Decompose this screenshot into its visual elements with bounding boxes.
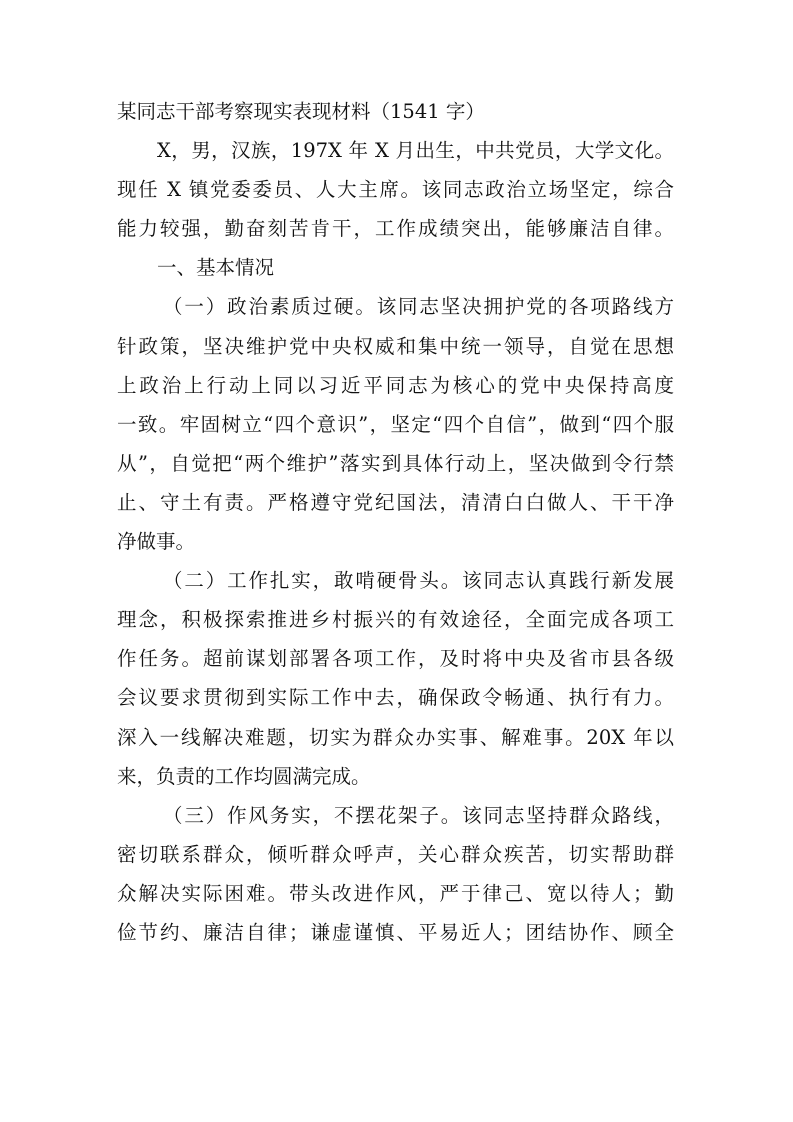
document-title: 某同志干部考察现实表现材料（1541 字） <box>117 100 485 123</box>
section-heading: 一、基本情况 <box>157 256 275 280</box>
paragraph-line: （三）作风务实，不摆花架子。该同志坚持群众路线， <box>163 803 674 827</box>
intro-line-3: 能力较强，勤奋刻苦肯干，工作成绩突出，能够廉洁自律。 <box>117 217 674 241</box>
paragraph-line: 来，负责的工作均圆满完成。 <box>117 764 371 788</box>
paragraph-line: 净做事。 <box>117 530 196 554</box>
paragraph-line: （二）工作扎实，敢啃硬骨头。该同志认真践行新发展 <box>163 569 674 593</box>
paragraph-line: 密切联系群众，倾听群众呼声，关心群众疾苦，切实帮助群 <box>117 842 674 866</box>
intro-line-1: X，男，汉族，197X 年 X 月出生，中共党员，大学文化。 <box>157 139 674 163</box>
paragraph-line: 深入一线解决难题，切实为群众办实事、解难事。20X 年以 <box>117 725 674 749</box>
paragraph-line: 理念，积极探索推进乡村振兴的有效途径，全面完成各项工 <box>117 608 674 632</box>
paragraph-line: （一）政治素质过硬。该同志坚决拥护党的各项路线方 <box>163 295 674 319</box>
paragraph-line: 会议要求贯彻到实际工作中去，确保政令畅通、执行有力。 <box>117 686 674 710</box>
document-body <box>117 92 674 952</box>
paragraph-line: 从”，自觉把“两个维护”落实到具体行动上，坚决做到令行禁 <box>117 451 674 475</box>
paragraph-line: 众解决实际困难。带头改进作风，严于律己、宽以待人；勤 <box>117 881 674 905</box>
paragraph-line: 作任务。超前谋划部署各项工作，及时将中央及省市县各级 <box>117 647 674 671</box>
intro-line-2: 现任 X 镇党委委员、人大主席。该同志政治立场坚定，综合 <box>117 178 674 202</box>
paragraph-line: 上政治上行动上同以习近平同志为核心的党中央保持高度 <box>117 373 674 397</box>
paragraph-line: 一致。牢固树立“四个意识”，坚定“四个自信”，做到“四个服 <box>117 412 674 436</box>
paragraph-line: 止、守土有责。严格遵守党纪国法，清清白白做人、干干净 <box>117 490 674 514</box>
paragraph-line: 俭节约、廉洁自律；谦虚谨慎、平易近人；团结协作、顾全 <box>117 920 674 944</box>
paragraph-line: 针政策，坚决维护党中央权威和集中统一领导，自觉在思想 <box>117 334 674 358</box>
